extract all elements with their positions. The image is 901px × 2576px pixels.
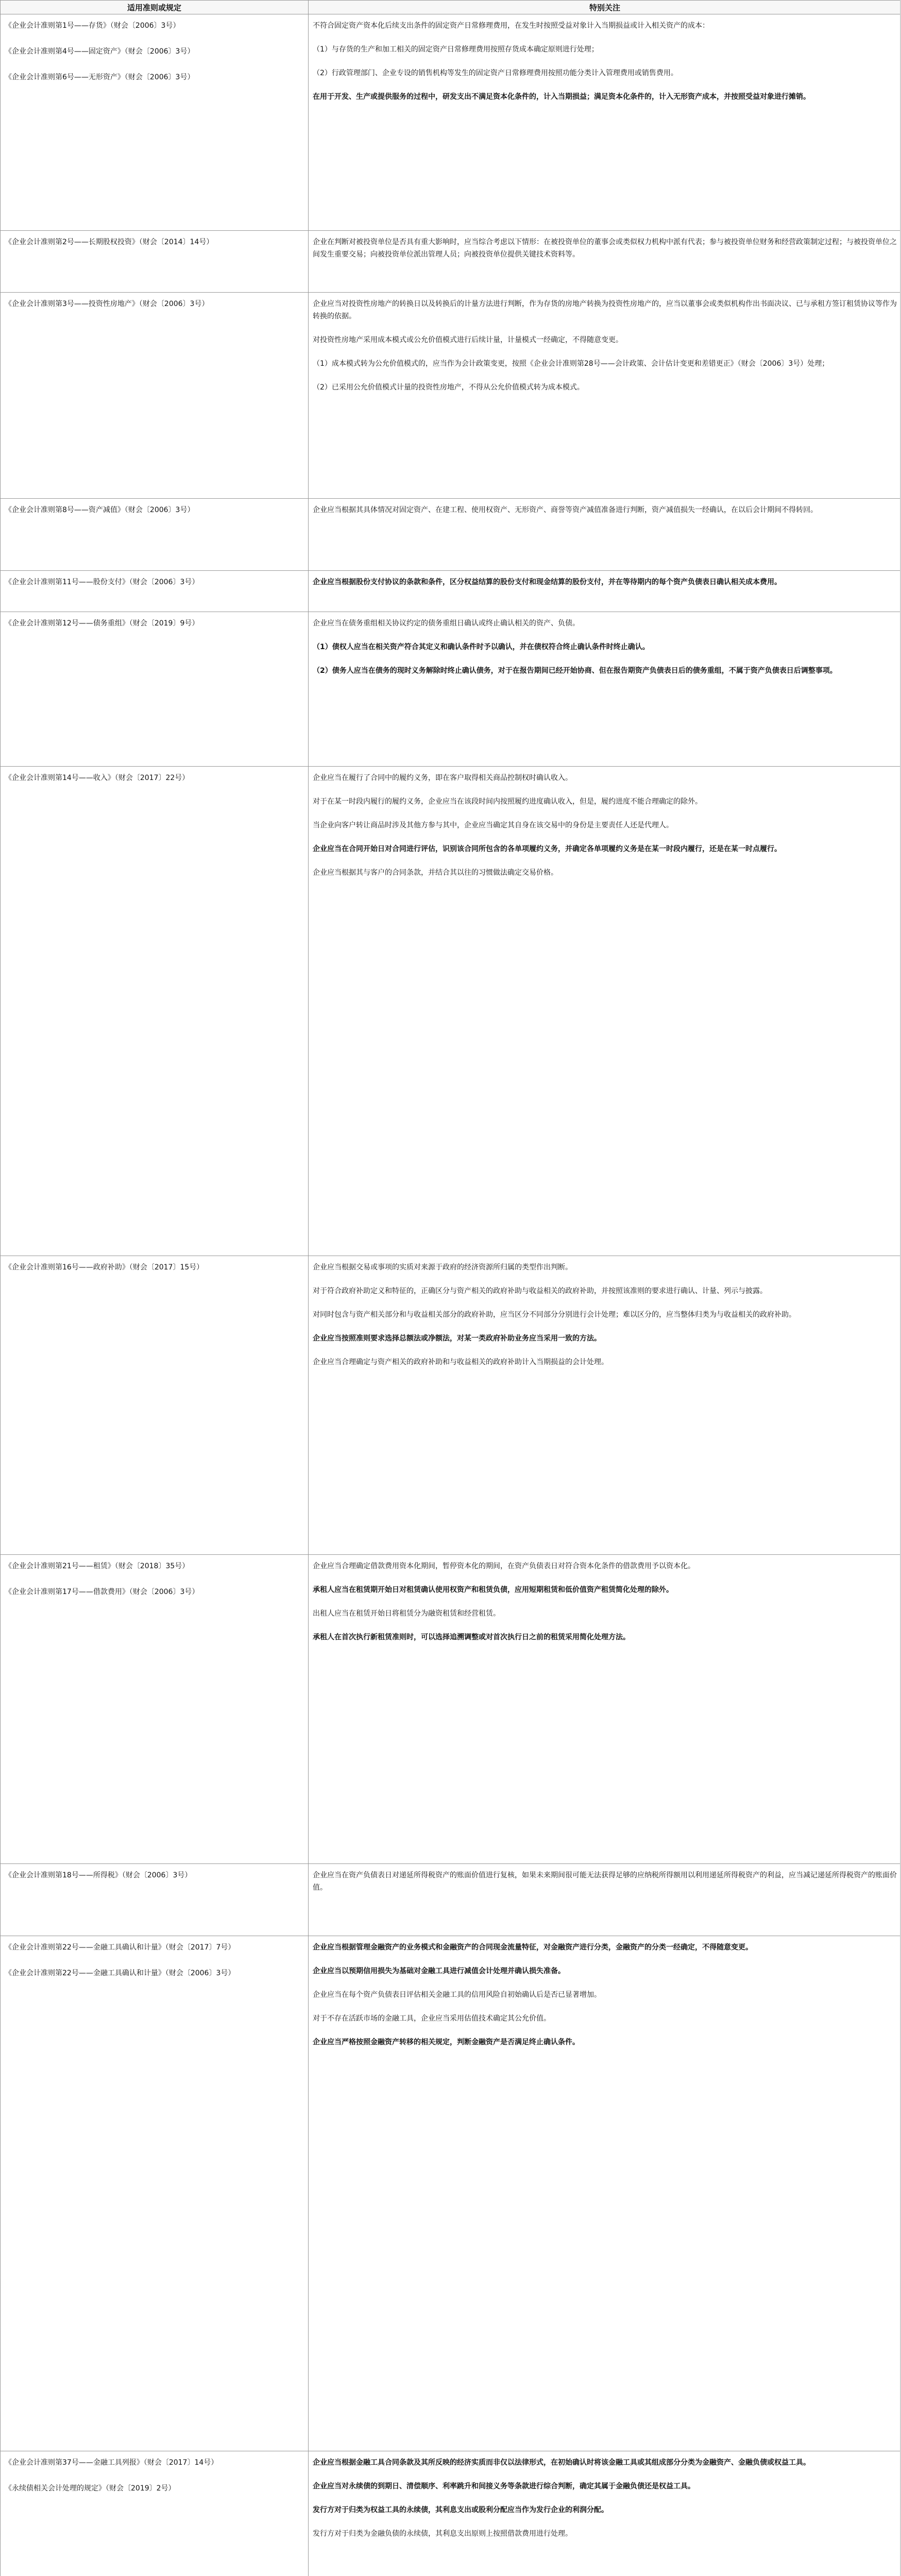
focus-paragraph: 当企业向客户转让商品时涉及其他方参与其中，企业应当确定其自身在该交易中的身份是主要责任人还是代理人。 (313, 821, 673, 829)
focus-paragraph: 企业应当在每个资产负债表日评估相关金融工具的信用风险自初始确认后是否已显著增加。 (313, 1991, 601, 1999)
standard-name: 《企业会计准则第22号——金融工具确认和计量》（财会〔2006〕3号） (5, 1969, 235, 1977)
standard-cell (1, 293, 309, 499)
focus-paragraph: 企业应当合理确定与资产相关的政府补助和与收益相关的政府补助计入当期损益的会计处理。 (313, 1358, 608, 1366)
standard-name: 《企业会计准则第14号——收入》（财会〔2017〕22号） (5, 774, 190, 782)
standard-name: 《企业会计准则第1号——存货》（财会〔2006〕3号） (5, 22, 180, 30)
standard-cell (1, 2451, 309, 2576)
table-header-row (1, 1, 901, 14)
focus-paragraph: 发行方对于归类为金融负债的永续债，其利息支出原则上按照借款费用进行处理。 (313, 2530, 572, 2538)
standard-cell (1, 767, 309, 1256)
focus-paragraph: （1）债权人应当在相关资产符合其定义和确认条件时予以确认，并在债权符合终止确认条件时终止确认。 (313, 643, 650, 651)
standard-name: 《企业会计准则第2号——长期股权投资》（财会〔2014〕14号） (5, 238, 214, 246)
focus-paragraph: 企业应当在资产负债表日对递延所得税资产的账面价值进行复核，如果未来期间很可能无法获得足够的应纳税所得额用以利用递延所得税资产的利益，应当减记递延所得税资产的账面价值。 (313, 1871, 897, 1892)
focus-cell (309, 2451, 901, 2576)
focus-paragraph: 企业应当根据金融工具合同条款及其所反映的经济实质而非仅以法律形式，在初始确认时将该金融工具或其组成部分分类为金融资产、金融负债或权益工具。 (313, 2459, 810, 2467)
standard-cell (1, 1936, 309, 2451)
standard-cell (1, 1555, 309, 1864)
focus-cell (309, 1555, 901, 1864)
table-row (1, 767, 901, 1256)
focus-paragraph: 对同时包含与资产相关部分和与收益相关部分的政府补助，应当区分不同部分分别进行会计处理；难以区分的，应当整体归类为与收益相关的政府补助。 (313, 1311, 796, 1319)
standard-name: 《企业会计准则第17号——借款费用》（财会〔2006〕3号） (5, 1588, 199, 1596)
focus-paragraph: 企业应当对投资性房地产的转换日以及转换后的计量方法进行判断，作为存货的房地产转换为投资性房地产的，应当以董事会或类似机构作出书面决议、已与承租方签订租赁协议等作为转换的依据。 (313, 300, 897, 320)
table-row (1, 1555, 901, 1864)
focus-paragraph: 企业应当在债务重组相关协议约定的债务重组日确认或终止确认相关的资产、负债。 (313, 619, 580, 628)
standard-name: 《企业会计准则第37号——金融工具列报》（财会〔2017〕14号） (5, 2459, 218, 2467)
focus-paragraph: 企业应当根据交易或事项的实质对来源于政府的经济资源所归属的类型作出判断。 (313, 1263, 572, 1272)
table-row (1, 1936, 901, 2451)
table-row (1, 2451, 901, 2576)
focus-paragraph: 企业应当合理确定借款费用资本化期间，暂停资本化的期间，在资产负债表日对符合资本化条件的借款费用予以资本化。 (313, 1562, 695, 1570)
standard-name: 《企业会计准则第22号——金融工具确认和计量》（财会〔2017〕7号） (5, 1943, 235, 1952)
standard-cell (1, 14, 309, 231)
standard-name: 《企业会计准则第11号——股份支付》（财会〔2006〕3号） (5, 578, 199, 586)
standard-name: 《企业会计准则第4号——固定资产》（财会〔2006〕3号） (5, 47, 195, 56)
standard-name: 《企业会计准则第3号——投资性房地产》（财会〔2006〕3号） (5, 300, 209, 308)
table-body (1, 14, 901, 2576)
standard-name: 《企业会计准则第6号——无形资产》（财会〔2006〕3号） (5, 73, 195, 81)
standard-cell (1, 499, 309, 571)
focus-paragraph: 企业应当根据其具体情况对固定资产、在建工程、使用权资产、无形资产、商誉等资产减值准备进行判断，资产减值损失一经确认，在以后会计期间不得转回。 (313, 506, 818, 514)
table-row (1, 1864, 901, 1936)
focus-paragraph: 企业应当严格按照金融资产转移的相关规定，判断金融资产是否满足终止确认条件。 (313, 2038, 580, 2046)
focus-paragraph: 企业应当以预期信用损失为基础对金融工具进行减值会计处理并确认损失准备。 (313, 1967, 565, 1975)
focus-paragraph: 企业应当在履行了合同中的履约义务，即在客户取得相关商品控制权时确认收入。 (313, 774, 572, 782)
focus-paragraph: （1）成本模式转为公允价值模式的，应当作为会计政策变更，按照《企业会计准则第28号——会计政策、会计估计变更和差错更正》（财会〔2006〕3号）处理； (313, 360, 829, 368)
table-row (1, 231, 901, 293)
focus-paragraph: 对投资性房地产采用成本模式或公允价值模式进行后续计量，计量模式一经确定，不得随意变更。 (313, 336, 623, 344)
standard-cell (1, 571, 309, 612)
standard-name: 《企业会计准则第8号——资产减值》（财会〔2006〕3号） (5, 506, 195, 514)
focus-paragraph: 企业应当根据其与客户的合同条款，并结合其以往的习惯做法确定交易价格。 (313, 869, 558, 877)
focus-cell (309, 293, 901, 499)
standard-name: 《企业会计准则第21号——租赁》（财会〔2018〕35号） (5, 1562, 190, 1570)
focus-paragraph: 企业应当对永续债的到期日、清偿顺序、利率跳升和间接义务等条款进行综合判断，确定其属于金融负债还是权益工具。 (313, 2482, 695, 2490)
focus-paragraph: 在用于开发、生产或提供服务的过程中，研发支出不满足资本化条件的，计入当期损益；满足资本化条件的，计入无形资产成本，并按照受益对象进行摊销。 (313, 93, 810, 101)
focus-cell (309, 1256, 901, 1555)
focus-cell (309, 571, 901, 612)
focus-paragraph: 对于符合政府补助定义和特征的，正确区分与资产相关的政府补助与收益相关的政府补助，并按照该准则的要求进行确认、计量、列示与披露。 (313, 1287, 767, 1295)
standard-name: 《企业会计准则第16号——政府补助》（财会〔2017〕15号） (5, 1263, 204, 1272)
focus-paragraph: 不符合固定资产资本化后续支出条件的固定资产日常修理费用，在发生时按照受益对象计入当期损益或计入相关资产的成本： (313, 22, 709, 30)
standard-name: 《企业会计准则第18号——所得税》（财会〔2006〕3号） (5, 1871, 192, 1879)
table-row (1, 14, 901, 231)
focus-cell (309, 1864, 901, 1936)
focus-paragraph: 承租人在首次执行新租赁准则时，可以选择追溯调整或对首次执行日之前的租赁采用简化处理方法。 (313, 1633, 630, 1641)
table-row (1, 571, 901, 612)
focus-cell (309, 612, 901, 767)
focus-paragraph: 承租人应当在租赁期开始日对租赁确认使用权资产和租赁负债，应用短期租赁和低价值资产租赁简化处理的除外。 (313, 1586, 673, 1594)
focus-paragraph: （1）与存货的生产和加工相关的固定资产日常修理费用按照存货成本确定原则进行处理； (313, 45, 599, 54)
focus-cell (309, 14, 901, 231)
table-row (1, 293, 901, 499)
focus-cell (309, 231, 901, 293)
focus-cell (309, 499, 901, 571)
focus-paragraph: （2）债务人应当在债务的现时义务解除时终止确认债务，对于在报告期间已经开始协商、但在报告期资产负债表日后的债务重组，不属于资产负债表日后调整事项。 (313, 667, 837, 675)
standard-name: 《永续债相关会计处理的规定》（财会〔2019〕2号） (5, 2484, 176, 2493)
table-row (1, 1256, 901, 1555)
focus-paragraph: 出租人应当在租赁开始日将租赁分为融资租赁和经营租赁。 (313, 1609, 500, 1618)
header-standard: 适用准则或规定 (1, 1, 309, 14)
standard-name: 《企业会计准则第12号——债务重组》（财会〔2019〕9号） (5, 619, 199, 628)
standard-cell (1, 612, 309, 767)
focus-paragraph: 对于在某一时段内履行的履约义务，企业应当在该段时间内按照履约进度确认收入，但是，履约进度不能合理确定的除外。 (313, 798, 702, 806)
focus-cell (309, 767, 901, 1256)
standard-cell (1, 1864, 309, 1936)
focus-paragraph: 企业应当根据股份支付协议的条款和条件，区分权益结算的股份支付和现金结算的股份支付，并在等待期内的每个资产负债表日确认相关成本费用。 (313, 578, 781, 586)
focus-cell (309, 1936, 901, 2451)
focus-paragraph: （2）已采用公允价值模式计量的投资性房地产，不得从公允价值模式转为成本模式。 (313, 383, 584, 392)
standard-cell (1, 231, 309, 293)
focus-paragraph: 发行方对于归类为权益工具的永续债，其利息支出或股利分配应当作为发行企业的利润分配。 (313, 2506, 608, 2514)
standard-cell (1, 1256, 309, 1555)
table-row (1, 612, 901, 767)
focus-paragraph: 对于不存在活跃市场的金融工具，企业应当采用估值技术确定其公允价值。 (313, 2014, 551, 2023)
table-row (1, 499, 901, 571)
focus-paragraph: （2）行政管理部门、企业专设的销售机构等发生的固定资产日常修理费用按照功能分类计入管理费用或销售费用。 (313, 69, 678, 77)
focus-paragraph: 企业应当根据管理金融资产的业务模式和金融资产的合同现金流量特征，对金融资产进行分类，金融资产的分类一经确定，不得随意变更。 (313, 1943, 753, 1952)
focus-paragraph: 企业应当按照准则要求选择总额法或净额法，对某一类政府补助业务应当采用一致的方法。 (313, 1334, 601, 1343)
focus-paragraph: 企业在判断对被投资单位是否具有重大影响时，应当综合考虑以下情形：在被投资单位的董事会或类似权力机构中派有代表；参与被投资单位财务和经营政策制定过程；与被投资单位之间发生重要交易；向被投资单位派出管理人员；向被投资单位提供关键技术资料等。 (313, 238, 897, 259)
focus-paragraph: 企业应当在合同开始日对合同进行评估，识别该合同所包含的各单项履约义务，并确定各单项履约义务是在某一时段内履行，还是在某一时点履行。 (313, 845, 781, 853)
header-focus: 特别关注 (309, 1, 901, 14)
